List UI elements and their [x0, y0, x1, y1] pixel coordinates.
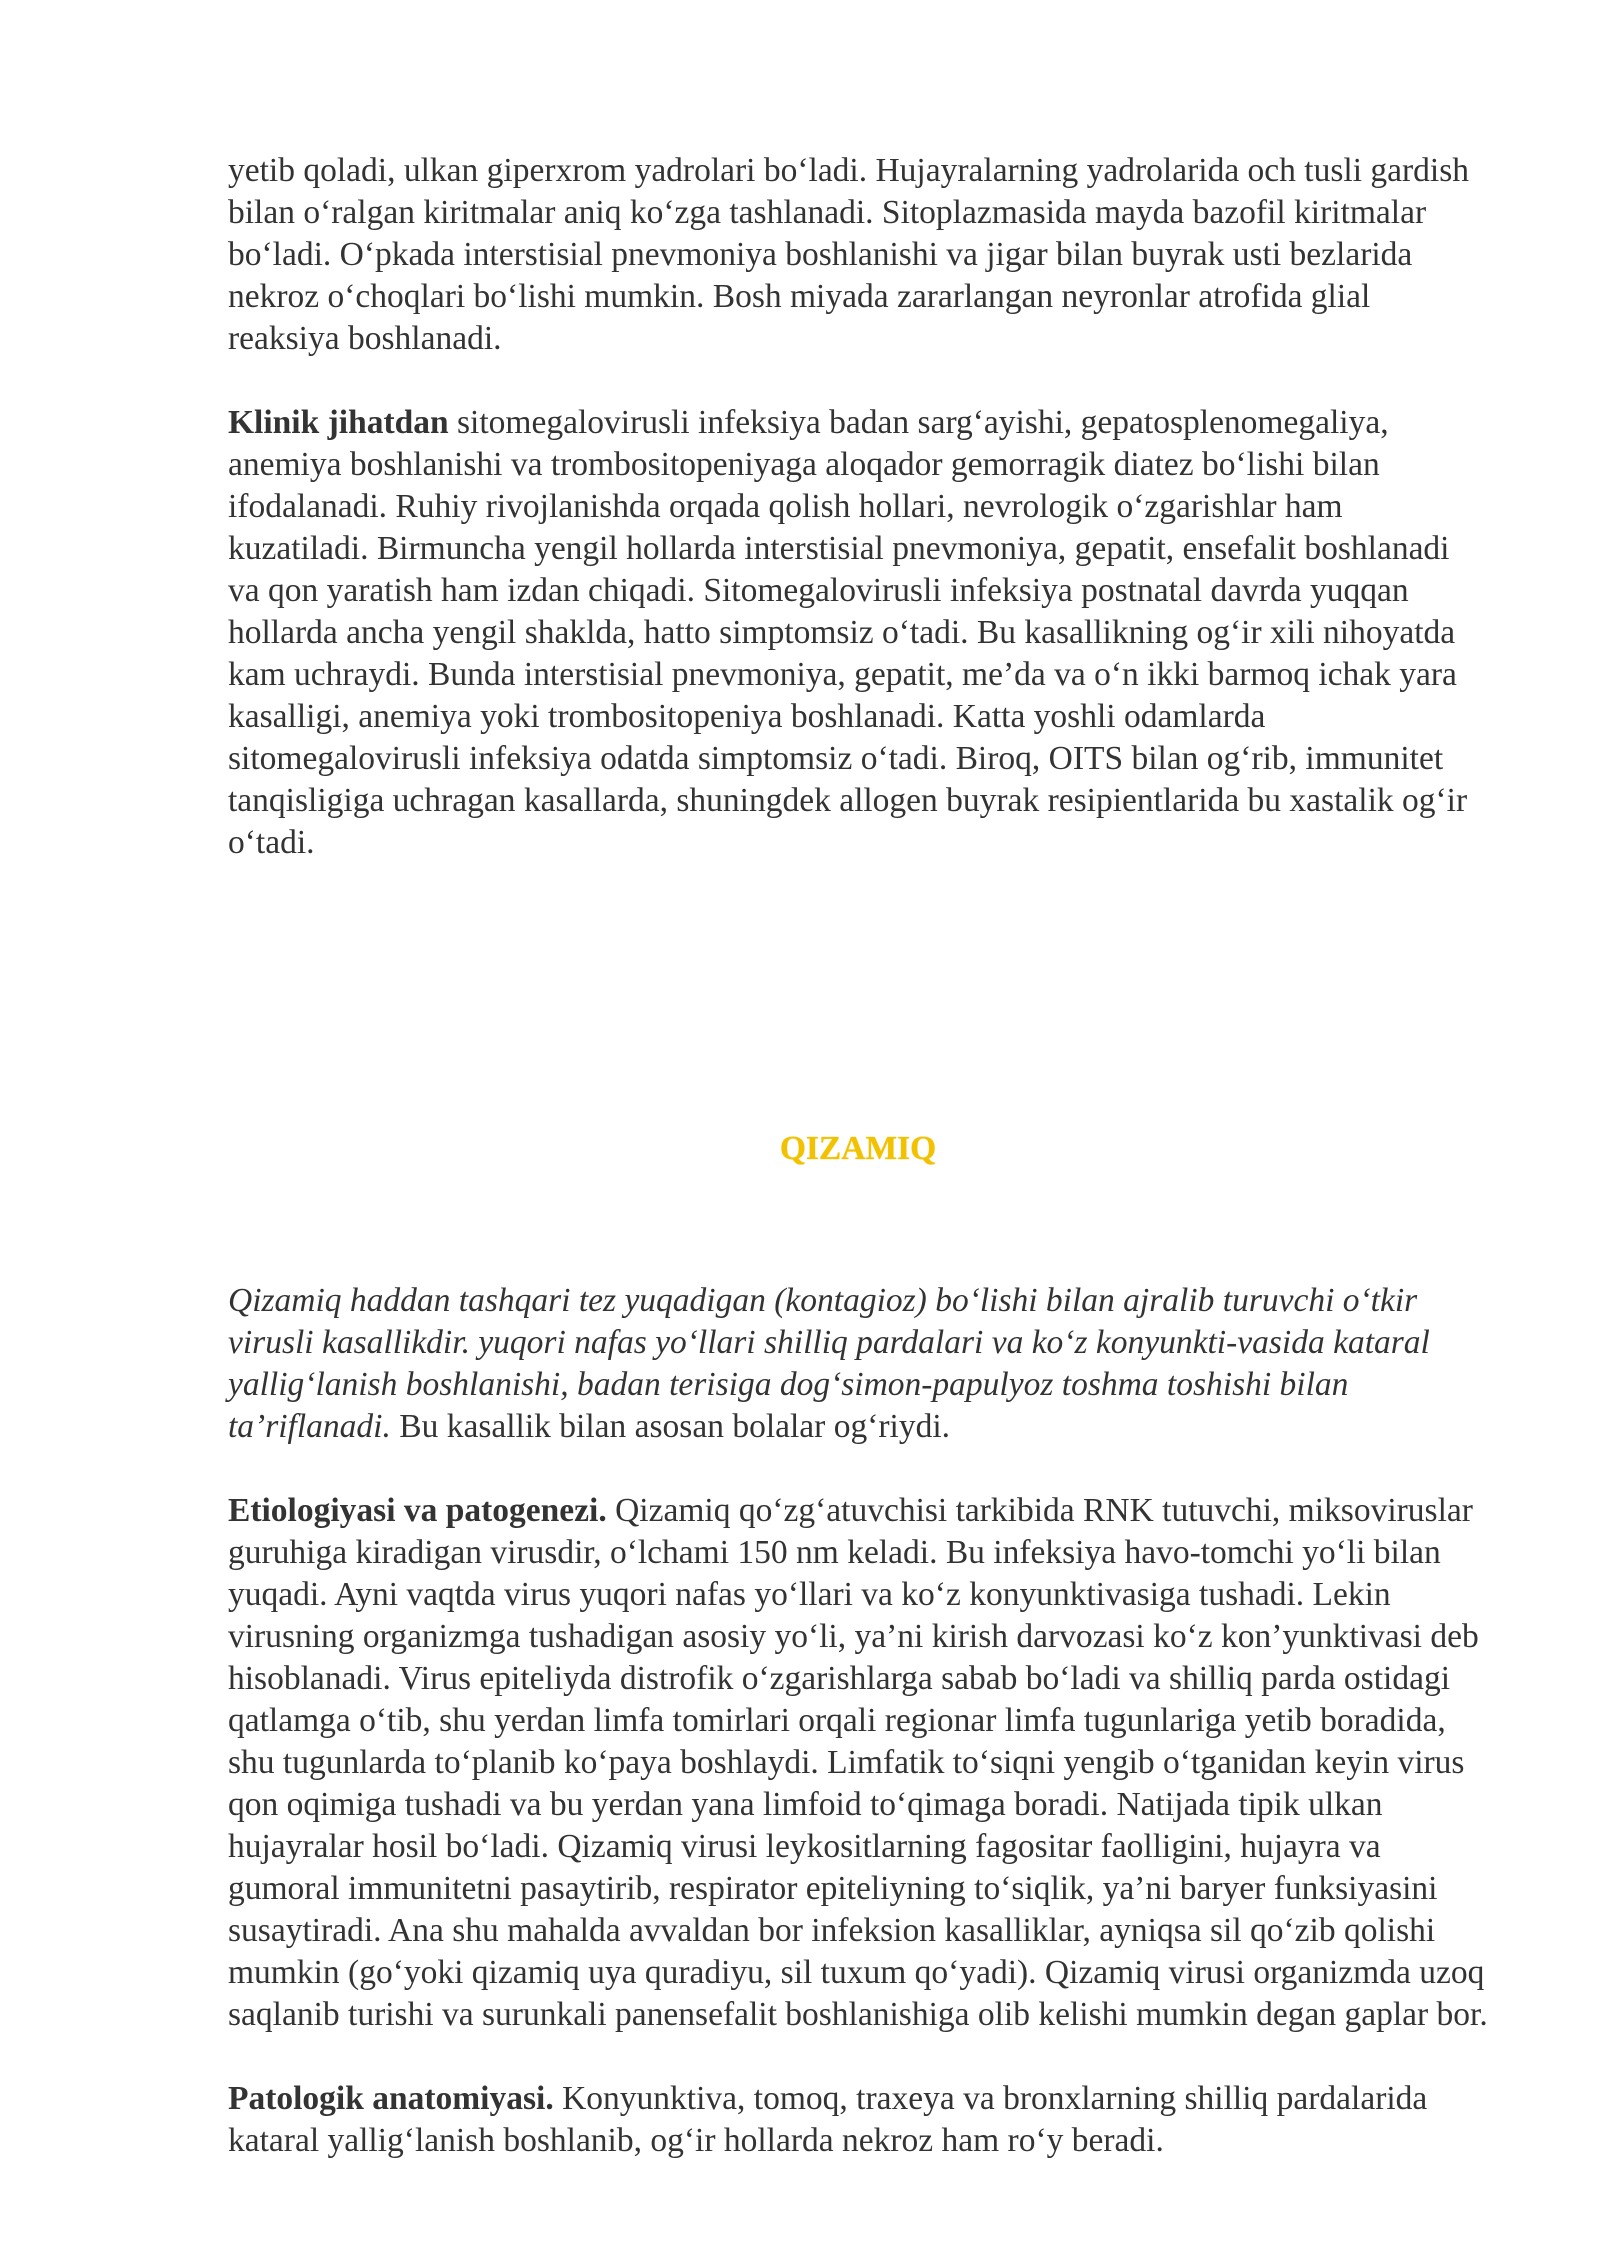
clinical-text: sitomegalovirusli infeksiya badan sargʻayishi, gepatosplenomegaliya, anemiya boshlanishi va trombositopeniyaga aloqador gemorragik diatez boʻlishi bilan ifodalanadi. Ruhiy rivojlanishda orqada qolish hollari, nevrologik oʻzgarishlar ham kuzatiladi. Birmuncha yengil hollarda interstisial pnevmoniya, gepatit, ensefalit boshlanadi va qon yaratish ham izdan chiqadi. Sitomegalovirusli infeksiya postnatal davrda yuqqan hollarda ancha yengil shakldа, hatto simptomsiz oʻtadi. Bu kasallikning ogʻir xili nihoyatda kam uchraydi. Bunda interstisial pnevmoniya, gepatit, me’da va oʻn ikki barmoq ichak yara kasalligi, anemiya yoki trombositopeniya boshlanadi. Katta yoshli odamlarda sitomegalovirusli infeksiya odatda simptomsiz oʻtadi. Biroq, OITS bilan ogʻrib, immunitet tanqisligiga uchragan kasallarda, shuningdek allogen buyrak resipientlarida bu xastalik ogʻir oʻtadi.	[228, 404, 1468, 861]
section-heading-wrap	[228, 1128, 1488, 1170]
paragraph-etiology	[228, 1490, 1488, 2036]
intro-text: Bu kasallik bilan asosan bolalar ogʻriydi.	[390, 1408, 951, 1445]
clinical-lead: Klinik jihatdan	[228, 404, 449, 441]
paragraph-pathology	[228, 2078, 1488, 2162]
lower-block	[228, 1280, 1488, 2162]
document-page	[228, 150, 1488, 2159]
pathology-text: Konyunktiva, tomoq, traxeya va bronxlarning shilliq pardalarida kataral yalligʻlanish boshlanib, ogʻir hollarda nekroz ham roʻy beradi.	[228, 2080, 1428, 2159]
paragraph-intro	[228, 1280, 1488, 1448]
etiology-text: Qizamiq qoʻzgʻatuvchisi tarkibida RNK tutuvchi, miksoviruslar guruhiga kiradigan virusdir, oʻlchami 150 nm keladi. Bu infeksiya havo-tomchi yoʻli bilan yuqadi. Ayni vaqtda virus yuqori nafas yoʻllari va koʻz konyunktivasiga tushadi. Lekin virusning organizmga tushadigan asosiy yoʻli, ya’ni kirish darvozasi koʻz kon’yunktivasi deb hisoblanadi. Virus epiteliyda distrofik oʻzgarishlarga sabab boʻladi va shilliq parda ostidagi qatlamga oʻtib, shu yerdan limfa tomirlari orqali regionar limfa tugunlariga yetib boradida, shu tugunlarda toʻplanib koʻpaya boshlaydi. Limfatik toʻsiqni yengib oʻtganidan keyin virus qon oqimiga tushadi va bu yerdan yana limfoid toʻqimaga boradi. Natijada tipik ulkan hujayralar hosil boʻladi. Qizamiq virusi leykositlarning fagositar faolligini, hujayra va gumoral immunitetni pasaytirib, respirator epiteliyning toʻsiqlik, ya’ni baryer funksiyasini susaytiradi. Ana shu mahalda avvaldan bor infeksion kasalliklar, ayniqsa sil qoʻzib qolishi mumkin (goʻyoki qizamiq uya quradiyu, sil tuxum qoʻyadi). Qizamiq virusi organizmda uzoq saqlanib turishi va surunkali panensefalit boshlanishiga olib kelishi mumkin degan gaplar bor.	[228, 1492, 1488, 2033]
paragraph-continuation: yetib qoladi, ulkan giperxrom yadrolari boʻladi. Hujayralarning yadrolarida och tusli gardish bilan oʻralgan kiritmalar aniq koʻzga tashlanadi. Sitoplazmasida mayda bazofil kiritmalar boʻladi. Oʻpkada interstisial pnevmoniya boshlanishi va jigar bilan buyrak usti bezlarida nekroz oʻchoqlari boʻlishi mumkin. Bosh miyada zararlangan neyronlar atrofida glial reaksiya boshlanadi.	[228, 152, 1470, 357]
section-heading: QIZAMIQ	[779, 1130, 937, 1167]
pathology-lead: Patologik anatomiyasi.	[228, 2080, 554, 2117]
paragraph-clinical	[228, 402, 1488, 864]
etiology-lead: Etiologiyasi va patogenezi.	[228, 1492, 607, 1529]
intro-italic: Qizamiq haddan tashqari tez yuqadigan (kontagioz) boʻlishi bilan ajralib turuvchi oʻtkir virusli kasallikdir. yuqori nafas yoʻllari shilliq pardalari va koʻz konyunkti-vasida kataral yalligʻlanish boshlanishi, badan terisiga dogʻsimon-papulyoz toshma toshishi bilan ta’riflanadi.	[228, 1282, 1430, 1445]
